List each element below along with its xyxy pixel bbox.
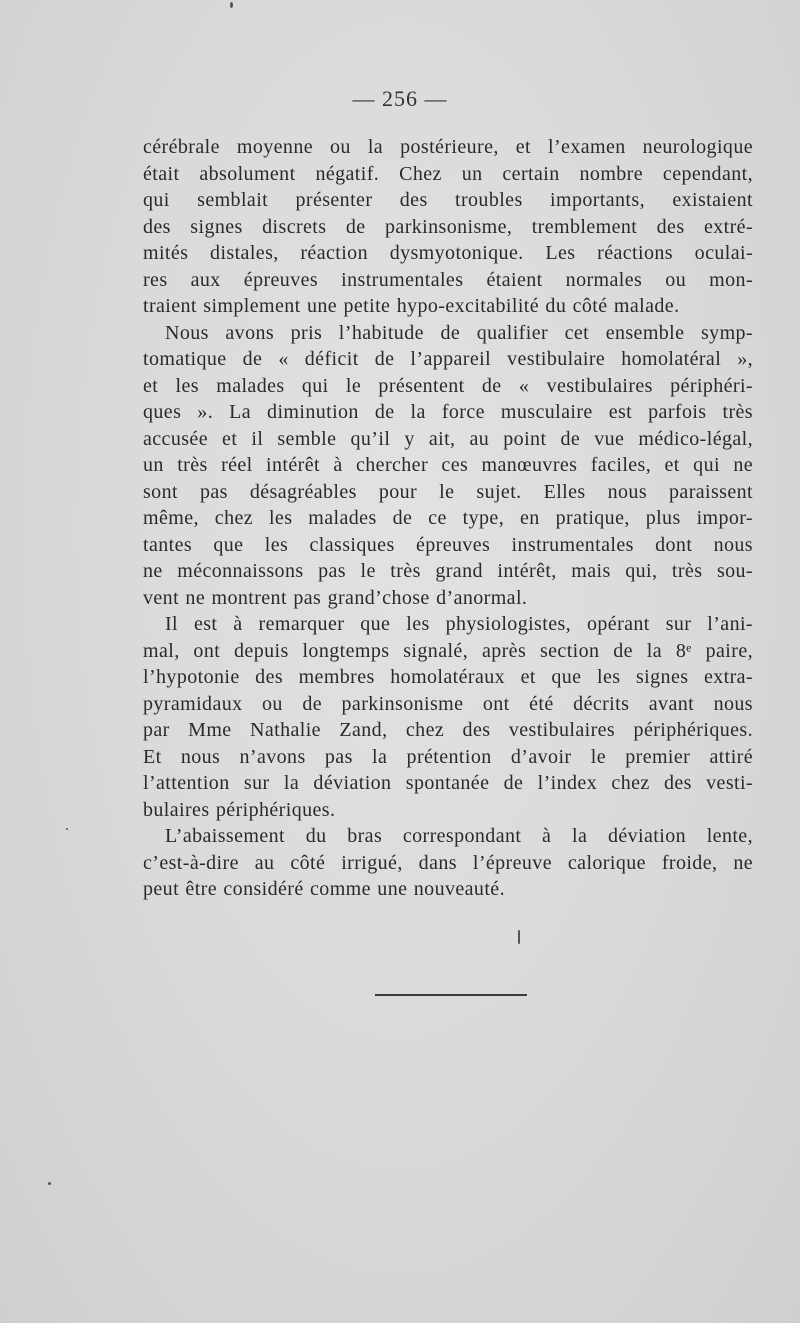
text-line: sont pas désagréables pour le sujet. Elles nous paraissent [143,480,753,503]
text-line: qui semblait présenter des troubles importants, existaient [143,189,753,211]
text-line: L’abaissement du bras correspondant à la déviation lente, [165,825,753,847]
text-line: l’attention sur la déviation spontanée de l’index chez des vesti- [143,772,753,794]
text-line: res aux épreuves instrumentales étaient normales ou mon- [143,268,753,291]
text-line: bulaires périphériques. [143,798,336,821]
text-line: ques ». La diminution de la force musculaire est parfois très [143,401,753,423]
text-line: traient simplement une petite hypo-excitabilité du côté malade. [143,295,680,317]
text-line: tantes que les classiques épreuves instrumentales dont nous [143,533,753,556]
text-line: mités distales, réaction dysmyotonique. Les réactions oculai- [143,242,753,264]
page-number: — 256 — [352,86,448,111]
paper-speck [230,2,233,8]
text-line: peut être considéré comme une nouveauté. [143,878,505,900]
text-line: des signes discrets de parkinsonisme, tremblement des extré- [143,215,753,238]
text-line: était absolument négatif. Chez un certain nombre cependant, [143,162,753,185]
text-line: c’est-à-dire au côté irrigué, dans l’épreuve calorique froide, ne [143,851,753,874]
end-rule [375,994,527,996]
text-line: ne méconnaissons pas le très grand intérêt, mais qui, très sou- [143,560,753,582]
text-line: un très réel intérêt à chercher ces manœuvres faciles, et qui ne [143,454,753,476]
text-line: et les malades qui le présentent de « vestibulaires périphéri- [143,374,753,397]
text-line: vent ne montrent pas grand’chose d’anormal. [143,586,528,609]
text-line: tomatique de « déficit de l’appareil vestibulaire homolatéral », [143,348,753,370]
text-line: par Mme Nathalie Zand, chez des vestibulaires périphériques. [143,719,753,741]
text-line: Il est à remarquer que les physiologistes, opérant sur l’ani- [165,613,753,635]
text-line: mal, ont depuis longtemps signalé, après section de la 8ᵉ paire, [143,639,753,662]
text-line: cérébrale moyenne ou la postérieure, et l’examen neurologique [143,136,753,158]
paper-speck [518,930,520,944]
text-line: l’hypotonie des membres homolatéraux et que les signes extra- [143,666,753,688]
text-line: pyramidaux ou de parkinsonisme ont été décrits avant nous [143,692,753,715]
text-line: même, chez les malades de ce type, en pratique, plus impor- [143,507,753,529]
paper-speck [66,828,68,830]
paper-speck [48,1182,51,1185]
body-text [143,134,753,903]
text-line: Et nous n’avons pas la prétention d’avoir le premier attiré [143,745,753,768]
text-line: accusée et il semble qu’il y ait, au point de vue médico-légal, [143,427,753,450]
text-line: Nous avons pris l’habitude de qualifier cet ensemble symp- [165,321,753,344]
